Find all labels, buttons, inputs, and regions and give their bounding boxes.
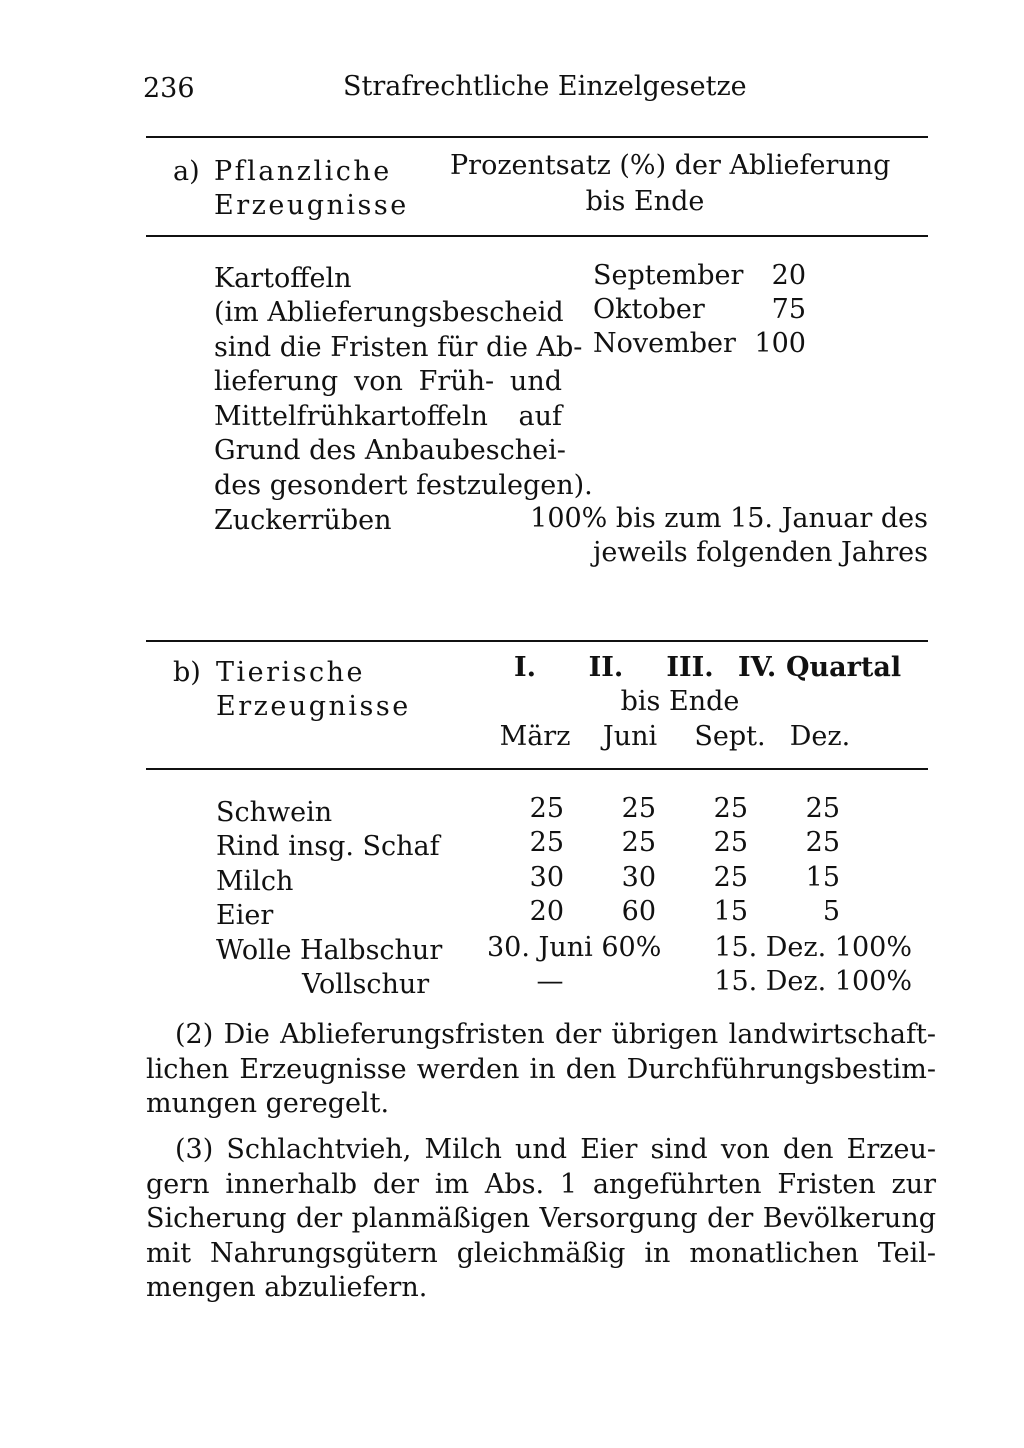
- wolle-halbschur-second-half: 15. Dez. 100%: [714, 932, 912, 963]
- paragraph-3-line: mengen abzuliefern.: [146, 1272, 428, 1303]
- kartoffeln-note-line: Grund des Anbaubeschei-: [214, 435, 566, 466]
- section-a-header-rule: [146, 235, 928, 237]
- kartoffeln-note-line: (im Ablieferungsbescheid: [214, 297, 564, 328]
- animal-row-name: Rind insg. Schaf: [216, 831, 440, 862]
- wolle-halbschur-first-half: 30. Juni 60%: [487, 932, 662, 963]
- paragraph-3-line: Sicherung der planmäßigen Versorgung der Bevölkerung: [146, 1203, 936, 1234]
- paragraph-3-line: (3) Schlachtvieh, Milch und Eier sind von den Erzeu-: [175, 1134, 936, 1165]
- kartoffeln-note: [214, 296, 593, 503]
- deadline-percent: 100: [754, 328, 806, 359]
- deadline-percent: 75: [771, 294, 806, 325]
- section-a-column-header-line-1: Prozentsatz (%) der Ablieferung: [450, 150, 891, 181]
- animal-row-value: 15: [713, 896, 748, 927]
- deadline-month: Oktober: [593, 294, 705, 325]
- section-b-label: b): [173, 657, 201, 688]
- zuckerrueben-value-line-1: 100% bis zum 15. Januar des: [530, 503, 928, 534]
- animal-row-value: 60: [621, 896, 656, 927]
- animal-row-name: Schwein: [216, 797, 333, 828]
- paragraph-3: [146, 1133, 936, 1306]
- animal-row-value: 30: [529, 862, 564, 893]
- section-a-label: a): [173, 156, 200, 187]
- quarter-header: I.: [513, 652, 537, 683]
- wolle-halbschur-label: Wolle Halbschur: [216, 935, 443, 966]
- animal-row-value: 25: [529, 827, 564, 858]
- paragraph-2-line: (2) Die Ablieferungsfristen der übrigen landwirtschaft-: [175, 1019, 936, 1050]
- animal-row-value: 25: [713, 827, 748, 858]
- top-rule: [146, 136, 928, 138]
- kartoffeln-note-line: des gesondert festzulegen).: [214, 469, 593, 501]
- kartoffeln-note-line: Mittelfrühkartoffeln auf: [214, 400, 562, 432]
- section-a-column-header-line-2: bis Ende: [585, 186, 705, 217]
- animal-row-value: 20: [529, 896, 564, 927]
- zuckerrueben-value-line-2: jeweils folgenden Jahres: [593, 537, 928, 568]
- paragraph-3-line: gern innerhalb der im Abs. 1 angeführten Fristen zur: [146, 1168, 936, 1200]
- quarter-header: II.: [588, 652, 624, 683]
- section-b-top-rule: [146, 640, 928, 642]
- quarter-header: III.: [666, 652, 714, 683]
- kartoffeln-label: Kartoffeln: [214, 263, 352, 294]
- section-b-bis-ende: bis Ende: [620, 686, 740, 717]
- kartoffeln-note-line: lieferung von Früh- und: [214, 366, 562, 397]
- animal-row-value: 25: [805, 793, 840, 824]
- section-a-heading-line-1: Pflanzliche: [214, 156, 392, 187]
- animal-row-value: 25: [713, 862, 748, 893]
- month-header: Juni: [602, 721, 658, 752]
- zuckerrueben-label: Zuckerrüben: [214, 505, 392, 536]
- animal-row-name: Milch: [216, 866, 294, 897]
- quarter-header: IV.: [738, 652, 777, 683]
- deadline-month: November: [593, 328, 736, 359]
- month-header: Sept.: [694, 721, 766, 752]
- section-a-heading-line-2: Erzeugnisse: [214, 190, 409, 221]
- animal-row-value: 25: [621, 793, 656, 824]
- section-b-header-rule: [146, 768, 928, 770]
- page-number: 236: [143, 73, 195, 104]
- kartoffeln-note-line: sind die Fristen für die Ab-: [214, 331, 583, 363]
- animal-row-value: 25: [621, 827, 656, 858]
- quartal-word: Quartal: [786, 652, 902, 683]
- animal-row-value: 25: [529, 793, 564, 824]
- animal-row-value: 30: [621, 862, 656, 893]
- animal-row-value: 25: [805, 827, 840, 858]
- paragraph-2: [146, 1018, 936, 1122]
- vollschur-second-half: 15. Dez. 100%: [714, 966, 912, 997]
- month-header: Dez.: [789, 721, 851, 752]
- vollschur-label: Vollschur: [302, 969, 430, 1000]
- paragraph-2-line: lichen Erzeugnisse werden in den Durchführungsbestim-: [146, 1053, 936, 1085]
- running-title: Strafrechtliche Einzelgesetze: [343, 71, 747, 102]
- vollschur-first-half: —: [536, 966, 564, 997]
- paragraph-2-line: mungen geregelt.: [146, 1088, 390, 1119]
- animal-row-value: 15: [805, 862, 840, 893]
- paragraph-3-line: mit Nahrungsgütern gleichmäßig in monatlichen Teil-: [146, 1237, 936, 1269]
- animal-row-name: Eier: [216, 900, 274, 931]
- deadline-month: September: [593, 260, 744, 291]
- month-header: März: [499, 721, 571, 752]
- section-b-heading-line-2: Erzeugnisse: [216, 691, 411, 722]
- section-b-heading-line-1: Tierische: [216, 657, 366, 688]
- animal-row-value: 25: [713, 793, 748, 824]
- animal-row-value: 5: [822, 896, 840, 927]
- deadline-percent: 20: [771, 260, 806, 291]
